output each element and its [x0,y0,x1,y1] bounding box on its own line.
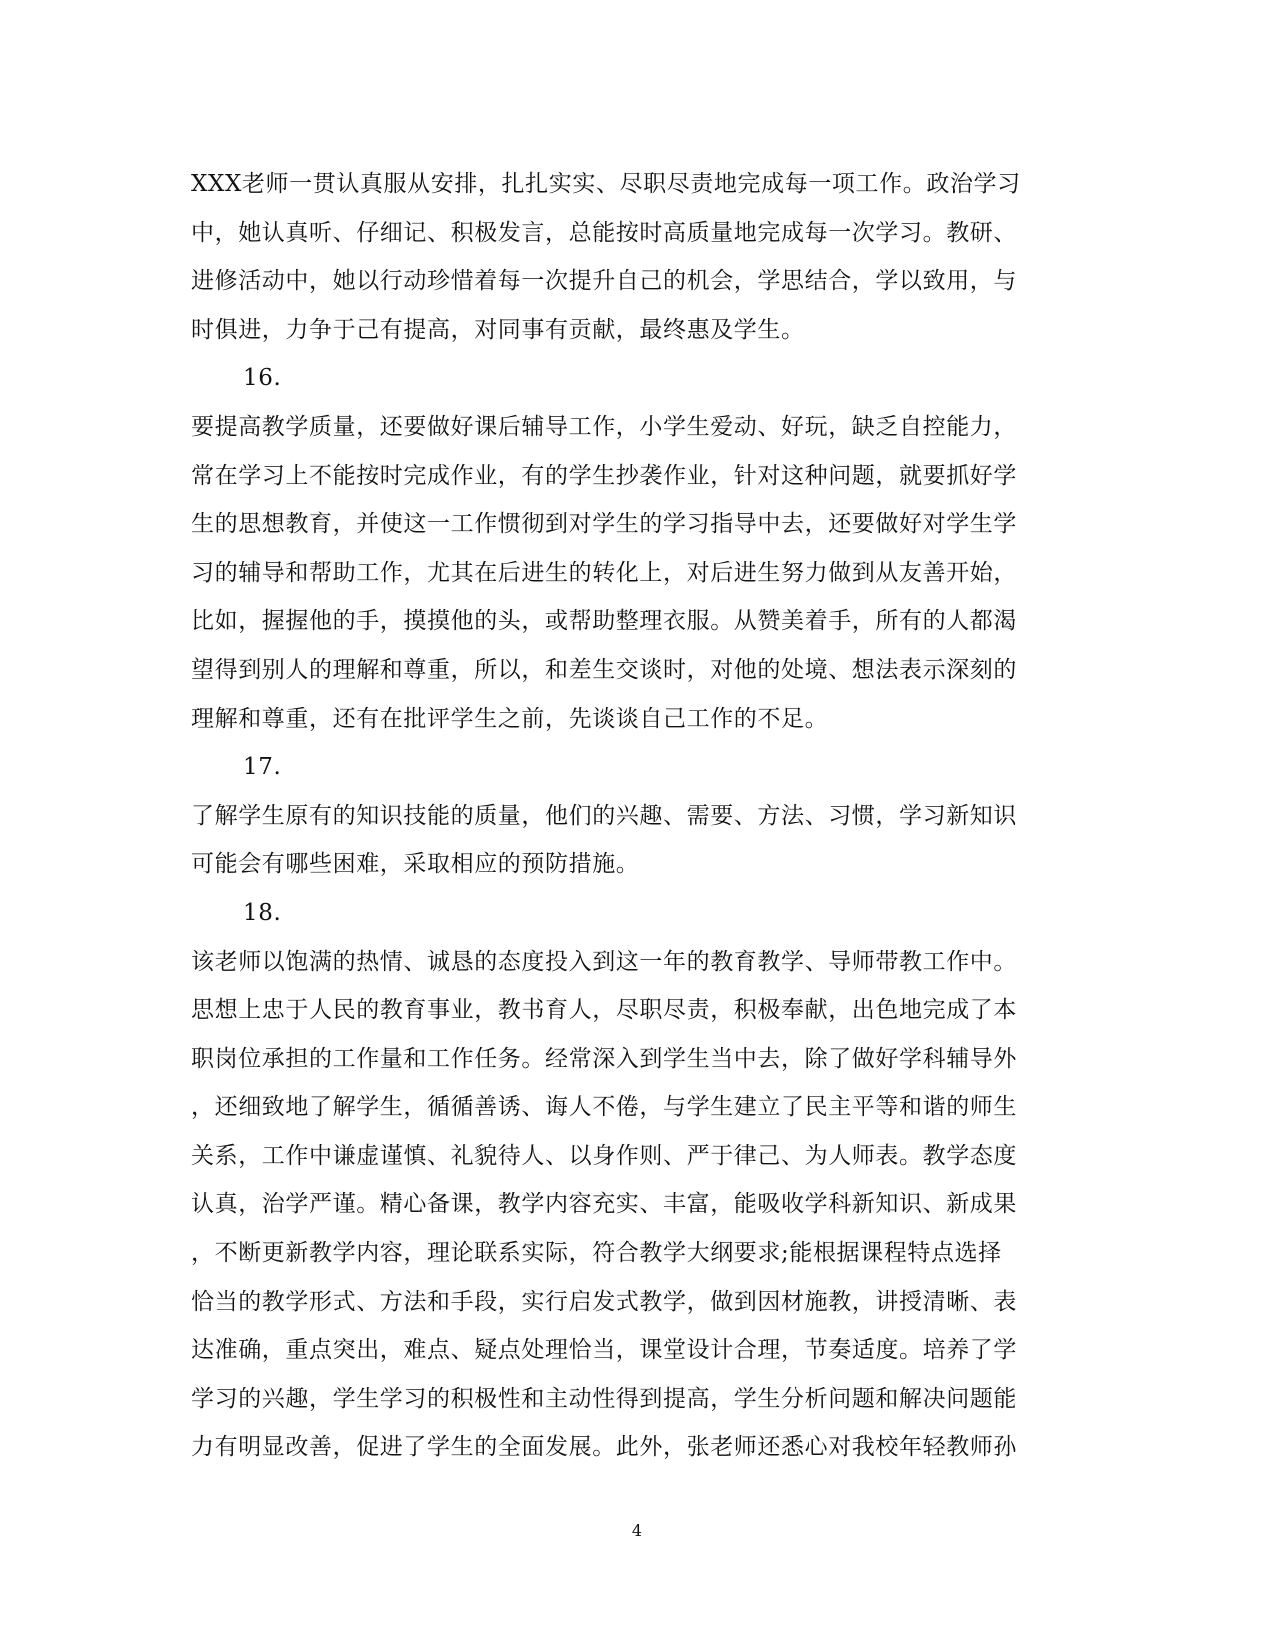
text-line: 职岗位承担的工作量和工作任务。经常深入到学生当中去，除了做好学科辅导外 [191,1045,1017,1072]
page-number: 4 [631,1521,643,1540]
text-line: 思想上忠于人民的教育事业，教书育人，尽职尽责，积极奉献，出色地完成了本 [191,997,1017,1024]
text-line: XXX老师一贯认真服从安排，扎扎实实、尽职尽责地完成每一项工作。政治学习 [191,171,1021,197]
text-line: 常在学习上不能按时完成作业，有的学生抄袭作业，针对这种问题，就要抓好学 [191,462,1017,489]
text-line: 进修活动中，她以行动珍惜着每一次提升自己的机会，学思结合，学以致用，与 [191,268,1017,295]
text-line: 认真，治学严谨。精心备课，教学内容充实、丰富，能吸收学科新知识、新成果 [191,1191,1017,1218]
text-line: 了解学生原有的知识技能的质量，他们的兴趣、需要、方法、习惯，学习新知识 [191,802,1017,829]
text-line: 比如，握握他的手，摸摸他的头，或帮助整理衣服。从赞美着手，所有的人都渴 [191,608,1017,635]
text-line: 关系，工作中谦虚谨慎、礼貌待人、以身作则、严于律己、为人师表。教学态度 [191,1142,1017,1169]
text-line: ，还细致地了解学生，循循善诱、诲人不倦，与学生建立了民主平等和谐的师生 [191,1094,1017,1121]
text-line: 生的思想教育，并使这一工作惯彻到对学生的学习指导中去，还要做好对学生学 [191,511,1017,538]
text-line: 中，她认真听、仔细记、积极发言，总能按时高质量地完成每一次学习。教研、 [191,219,1017,246]
paragraph-18 [191,938,1071,1473]
text-line: 望得到别人的理解和尊重，所以，和差生交谈时，对他的处境、想法表示深刻的 [191,656,1017,683]
text-line: 该老师以饱满的热情、诚恳的态度投入到这一年的教育教学、导师带教工作中。 [191,948,1017,975]
section-number-18: 18. [243,899,282,926]
text-line: 要提高教学质量，还要做好课后辅导工作，小学生爱动、好玩，缺乏自控能力， [191,413,1017,440]
paragraph-16 [191,403,1071,743]
text-line: 学习的兴趣，学生学习的积极性和主动性得到提高，学生分析问题和解决问题能 [191,1385,1017,1412]
text-line: 时俱进，力争于己有提高，对同事有贡献，最终惠及学生。 [191,316,805,343]
text-line: ，不断更新教学内容，理论联系实际，符合教学大纲要求;能根据课程特点选择 [191,1240,1002,1267]
section-number-17: 17. [243,754,282,781]
section-number-16: 16. [243,365,282,392]
text-line: 力有明显改善，促进了学生的全面发展。此外，张老师还悉心对我校年轻教师孙 [191,1434,1017,1461]
text-line: 习的辅导和帮助工作，尤其在后进生的转化上，对后进生努力做到从友善开始， [191,559,1017,586]
text-line: 理解和尊重，还有在批评学生之前，先谈谈自己工作的不足。 [191,705,829,732]
text-line: 恰当的教学形式、方法和手段，实行启发式教学，做到因材施教，讲授清晰、表 [191,1288,1017,1315]
text-line: 可能会有哪些困难，采取相应的预防措施。 [191,851,640,878]
text-line: 达准确，重点突出，难点、疑点处理恰当，课堂设计合理，节奏适度。培养了学 [191,1337,1017,1364]
paragraph-17 [191,792,1071,889]
document-body [191,160,1071,1472]
paragraph-intro [191,160,1071,354]
